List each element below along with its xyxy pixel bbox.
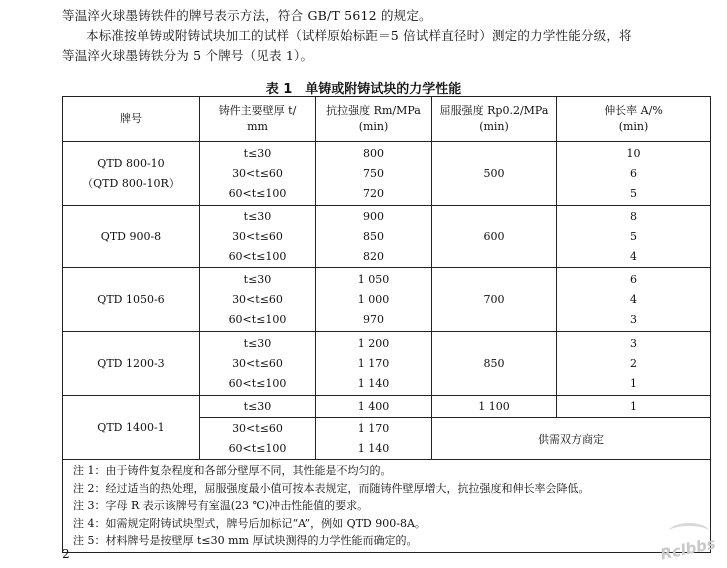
header-tensile: 抗拉强度 Rm/MPa (min) xyxy=(316,97,432,142)
notes-row xyxy=(63,460,711,553)
yield-cell: 600 xyxy=(432,206,557,268)
table-header-row xyxy=(63,97,711,142)
thickness-cell: t≤30 30<t≤60 60<t≤100 xyxy=(200,268,316,332)
grade-cell: QTD 1400-1 xyxy=(63,396,200,460)
thickness-cell: t≤30 30<t≤60 60<t≤100 xyxy=(200,332,316,396)
grade-cell: QTD 1200-3 xyxy=(63,332,200,396)
tensile-cell: 800 750 720 xyxy=(316,142,432,206)
thickness-cell: t≤30 30<t≤60 60<t≤100 xyxy=(200,206,316,268)
tensile-cell: 1 200 1 170 1 140 xyxy=(316,332,432,396)
header-thickness: 铸件主要壁厚 t/ mm xyxy=(200,97,316,142)
table-row xyxy=(63,142,711,206)
elongation-cell: 10 6 5 xyxy=(557,142,711,206)
elongation-cell: 1 xyxy=(557,396,711,418)
intro-line-3: 等温淬火球墨铸铁分为 5 个牌号（见表 1）。 xyxy=(62,48,314,63)
thickness-cell: 30<t≤60 60<t≤100 xyxy=(200,418,316,460)
elongation-cell: 6 4 3 xyxy=(557,268,711,332)
thickness-cell: t≤30 30<t≤60 60<t≤100 xyxy=(200,142,316,206)
yield-cell: 500 xyxy=(432,142,557,206)
table-row xyxy=(63,396,711,418)
notes-cell xyxy=(63,460,711,553)
table-row xyxy=(63,332,711,396)
tensile-cell: 1 400 xyxy=(316,396,432,418)
header-grade: 牌号 xyxy=(63,97,200,142)
table-caption: 表 1 单铸或附铸试块的力学性能 xyxy=(265,82,462,97)
watermark-logo: Rclbbs xyxy=(658,534,718,564)
intro-paragraph xyxy=(62,6,712,66)
grade-cell: QTD 800-10 （QTD 800-10R） xyxy=(63,142,200,206)
tensile-cell: 1 050 1 000 970 xyxy=(316,268,432,332)
table-row xyxy=(63,206,711,268)
note-5: 注 5：材料牌号是按壁厚 t≤30 mm 厚试块测得的力学性能而确定的。 xyxy=(73,534,418,547)
table-row xyxy=(63,268,711,332)
header-yield: 屈服强度 Rp0.2/MPa (min) xyxy=(432,97,557,142)
header-elongation: 伸长率 A/% (min) xyxy=(557,97,711,142)
note-4: 注 4：如需规定附铸试块型式，牌号后加标记“A”，例如 QTD 900-8A。 xyxy=(73,516,426,530)
tensile-cell: 900 850 820 xyxy=(316,206,432,268)
tensile-cell: 1 170 1 140 xyxy=(316,418,432,460)
yield-cell: 850 xyxy=(432,332,557,396)
elongation-cell: 3 2 1 xyxy=(557,332,711,396)
yield-cell: 1 100 xyxy=(432,396,557,418)
note-3: 注 3：字母 R 表示该牌号有室温(23 ℃)冲击性能值的要求。 xyxy=(73,499,369,512)
intro-line-2: 本标准按单铸或附铸试块加工的试样（试样原始标距＝5 倍试样直径时）测定的力学性能分级，将 xyxy=(86,28,632,43)
thickness-cell: t≤30 xyxy=(200,396,316,418)
yield-cell: 700 xyxy=(432,268,557,332)
negotiated-cell: 供需双方商定 xyxy=(432,418,711,460)
note-2: 注 2：经过适当的热处理，屈服强度最小值可按本表规定，而随铸件壁厚增大，抗拉强度和伸长率会降低。 xyxy=(73,481,590,495)
elongation-cell: 8 5 4 xyxy=(557,206,711,268)
mechanical-properties-table xyxy=(62,96,711,553)
grade-cell: QTD 1050-6 xyxy=(63,268,200,332)
grade-cell: QTD 900-8 xyxy=(63,206,200,268)
note-1: 注 1：由于铸件复杂程度和各部分壁厚不同，其性能是不均匀的。 xyxy=(73,464,392,477)
intro-line-1: 等温淬火球墨铸铁件的牌号表示方法，符合 GB/T 5612 的规定。 xyxy=(62,8,432,23)
page-number: 2 xyxy=(62,547,70,561)
